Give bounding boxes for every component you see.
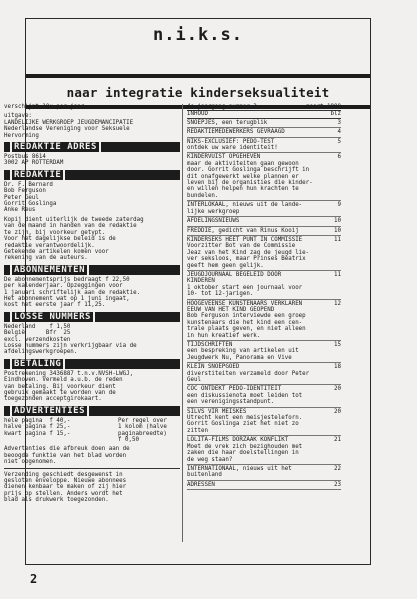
toc-entry (187, 153, 341, 201)
section-heading-advertenties: ADVERTENTIES (4, 406, 180, 416)
toc-entry-description: leven bij de organisties die kinder- (187, 180, 313, 187)
toc-entry-page: 10 (334, 218, 341, 225)
toc-entry (187, 128, 341, 137)
toc-entry-description: kunstenaars die het kind een cen- (187, 319, 303, 326)
subscription-text (4, 277, 180, 309)
text-line: excl. verzendkosten (4, 336, 71, 343)
contents-label: INHOUD (187, 111, 208, 118)
text-line: van de maand in handen van de redaktie (4, 223, 137, 230)
section-heading-redaktie-adres: REDAKTIE ADRES (4, 142, 180, 152)
toc-entry-description: maar de aktiviteiten gaan gewoon (187, 160, 299, 167)
section-heading-betaling: BETALING (4, 359, 180, 369)
toc-entry (187, 300, 341, 341)
toc-entry-title: AFDELINGSNIEUWS (187, 218, 240, 225)
toc-entry-description: trale plaats geven, en niet alleen (187, 326, 306, 333)
text-line: LANDELIJKE WERKGROEP JEUGDEMANCIPATIE (4, 119, 134, 126)
text-line: Bob Ferguson (4, 188, 46, 195)
text-line: Eindhoven. Vermeld a.u.b. de reden (4, 377, 123, 384)
toc-entry-description: Geul (187, 377, 201, 384)
toc-entry-description: 1 oktober start een journaal voor (187, 284, 303, 291)
toc-entry (187, 385, 341, 407)
toc-entry-page: 20 (334, 408, 341, 415)
toc-entry-description: zaken die haar doelstellingen in (187, 450, 299, 457)
toc-entry-title: REDAKTIEMEDEWERKERS GEVRAAGD (187, 129, 285, 136)
toc-entry-title: KLEIN SNOEPGOED (187, 364, 240, 371)
text-line: prijs op stellen. Anders wordt het (4, 490, 123, 497)
text-line: te zijn, bij voorkeur getypt. (4, 229, 106, 236)
text-line: redaktie verantwoordelijk. (4, 242, 95, 249)
issue-date: maart 1980 (306, 104, 341, 110)
magazine-subtitle: naar integratie kinderseksualiteit (66, 85, 330, 100)
rule-top (26, 74, 370, 78)
toc-entry-page: 20 (334, 386, 341, 393)
payment-text (4, 371, 180, 403)
toc-entry (187, 408, 341, 437)
ad-size: kwart pagina f 15,- (4, 430, 71, 437)
shipping-note (4, 472, 180, 504)
section-heading-abonnementen: ABONNEMENTEN (4, 265, 180, 275)
toc-entry-page: 18 (334, 364, 341, 371)
toc-entry-description: Jeaz van het Kind zag de jeugd lie- (187, 249, 310, 256)
toc-entry-page: 5 (337, 138, 341, 145)
text-line: kost het eerste jaar f 11,25. (4, 302, 106, 309)
ads-note (4, 446, 180, 468)
text-line: Advertenties die afbreuk doen aan de (4, 446, 130, 453)
text-line: Getekende artikelen komen voor (4, 248, 109, 255)
toc-entry (187, 436, 341, 465)
toc-entry-description: door. Gorrit Goslinga beschrijft in (187, 167, 310, 174)
ad-size: halve pagina f 25,- (4, 424, 71, 431)
text-line: van betaling. Bij voorkeur dient (4, 383, 116, 390)
ad-line-rate: paginabreedte) (118, 430, 167, 437)
toc-entry-page: 11 (334, 236, 341, 243)
column-divider (182, 104, 183, 542)
text-line: Verzending geschiedt desgewenst in (4, 471, 123, 478)
section-heading-losse-nummers: LOSSE NUMMERS (4, 312, 180, 322)
text-line: België Bfr 25 (4, 330, 71, 337)
toc-entry-title: COC ONTDEKT PEDO-IDENTITEIT (187, 386, 282, 393)
toc-entry-page: 11 (334, 271, 341, 278)
toc-entry-title: JEUGDJOURNAAL BEGELEID DOOR (187, 271, 282, 278)
text-line: toegezonden acceptgirokaart. (4, 396, 102, 403)
toc-entry (187, 271, 341, 300)
toc-entry-description: KINDEREN (187, 278, 215, 285)
text-line: afdelingswerkgroepen. (4, 349, 78, 356)
toc-entry-description: diverstiteiten verzameld door Peter (187, 370, 310, 377)
publisher-block (4, 113, 180, 139)
toc-entry-title: HOOGEVEENSE KUNSTENAARS VERKLAREN (187, 300, 303, 307)
toc-entry-page: 12 (334, 300, 341, 307)
text-line: uitgave: (4, 113, 32, 120)
toc-entry-description: een diskussienota moet leiden tot (187, 392, 303, 399)
toc-entry-description: Jeugdwerk Nu, Panorama en Vive (187, 354, 292, 361)
toc-entry-page: 4 (337, 129, 341, 136)
toc-entry (187, 227, 341, 236)
text-line: Postbus 8614 (4, 154, 46, 161)
toc-entry-title: INTERLOKAAL, nieuws uit de lande- (187, 202, 303, 209)
text-line: Gorrit Goslinga (4, 201, 57, 208)
toc-entry-description: bundelen. (187, 192, 219, 199)
toc-entry-description: zitten (187, 427, 208, 434)
text-line: dienen kenbaar te maken of zij hier (4, 484, 127, 491)
toc-entry-title: SILVS VIR MEISKES (187, 408, 247, 415)
toc-entry (187, 481, 341, 490)
text-line: niet opgenomen. (4, 459, 57, 466)
text-line: rekening van de auteurs. (4, 255, 88, 262)
page-column-label: blz (330, 111, 341, 118)
toc-entry-page: 15 (334, 342, 341, 348)
toc-entry-description: geeft hem geen gelijk. (187, 262, 264, 269)
contents-header (187, 111, 341, 118)
toc-entry-page: 10 (334, 227, 341, 234)
toc-entry (187, 119, 341, 128)
toc-entry (187, 363, 341, 385)
toc-entry-description: ver seksloos, maar Prinses Beatrix (187, 256, 306, 263)
toc-entry (187, 138, 341, 154)
text-line: gesloten enveloppe. Nieuwe abonnees (4, 478, 127, 485)
toc-entry-page: 3 (337, 119, 341, 126)
ad-line-rate: 1 kolom (halve (118, 424, 167, 431)
toc-entry (187, 201, 341, 217)
toc-entry-description: Bob Ferguson interviewde een groep (187, 313, 306, 320)
toc-entry-page: 23 (334, 481, 341, 488)
ad-rates (4, 418, 180, 444)
colophon-column (4, 104, 180, 507)
text-line: Anke Reus (4, 207, 36, 214)
toc-entry-description: 10- tot 12-jarigen. (187, 291, 254, 298)
text-line: Peter Geul (4, 194, 39, 201)
text-line: Losse nummers zijn verkrijgbaar via de (4, 342, 137, 349)
toc-entry-description: een bespreking van artikelen uit (187, 348, 299, 355)
toc-entry-description: Voorzitter Bot van de Commissie (187, 243, 296, 250)
text-line: Nederlandse Vereniging voor Seksuele (4, 126, 130, 133)
toc-entry-title: INTERNATIONAAL, nieuws uit het (187, 465, 292, 472)
text-line: beoogde funktie van het blad worden (4, 452, 127, 459)
contents-column (187, 104, 341, 490)
ad-line-rate: f 0,50 (118, 437, 139, 444)
toc-entry-page: 22 (334, 465, 341, 472)
text-line: Voor het dagelijkse beleid is de (4, 236, 116, 243)
table-of-contents (187, 119, 341, 490)
toc-entry-description: Gorrit Goslinga ziet het niet zo (187, 421, 299, 428)
frequency-note: verschijnt 10x per jaar (4, 104, 85, 110)
toc-entry-description: ontdek uw ware identiteit! (187, 145, 278, 152)
text-line: Kopij dient uiterlijk de tweede zaterdag (4, 216, 144, 223)
ad-size: hele pagina f 40,- (4, 417, 71, 424)
text-line: gebruik gemaakt te worden van de (4, 390, 116, 396)
ad-rate-row (4, 437, 180, 443)
single-issues-text (4, 324, 180, 356)
toc-entry-title: SNOEPJES, een terugblik (187, 119, 268, 126)
editors-list (4, 182, 180, 214)
toc-entry-title: ADRESSEN (187, 481, 215, 488)
toc-entry (187, 465, 341, 481)
toc-entry-title: KINDERSEKS HEET PUNT IN COMMISSIE (187, 236, 303, 243)
toc-entry-title: LOLITA-FILMS DORZAAK KONFLIKT (187, 437, 289, 444)
text-line: 3002 AP ROTTERDAM (4, 160, 64, 167)
toc-entry-description: dit onafgewerkt welke plannen er (187, 173, 299, 180)
toc-entry-page: 6 (337, 154, 341, 161)
toc-entry (187, 217, 341, 226)
toc-entry-description: EEUW VAN HET KIND GEOPEND (187, 306, 275, 313)
toc-entry-description: Utrecht kent een meisjesteleforn. (187, 415, 303, 422)
toc-entry-description: buitenland (187, 472, 222, 479)
toc-entry-description: lijke werkgroep (187, 208, 240, 215)
toc-entry-page: 21 (334, 437, 341, 444)
text-line: per kalenderjaar. Opzeggingen voor (4, 283, 123, 290)
toc-entry-title: NIKS-EXCLUSIEF: PEDO-TEST (187, 138, 275, 145)
editorial-note (4, 217, 180, 262)
text-line: Nederland f 1,50 (4, 323, 71, 330)
volume-number: 4e jaargang nummer 3 (187, 104, 257, 110)
toc-entry-title: TIJDSCHRIFTEN (187, 342, 233, 348)
toc-entry-title: FREDDIE, gedicht van Rinus Kooij (187, 227, 299, 234)
toc-entry-description: een verenigingsstandpunt. (187, 399, 275, 406)
section-heading-redaktie: REDAKTIE (4, 170, 180, 180)
magazine-title: n.i.k.s. (153, 25, 243, 45)
toc-entry-title: KINDERVUIST OPGEHEVEN (187, 154, 261, 161)
toc-entry (187, 236, 341, 271)
editorial-address (4, 154, 180, 167)
ad-line-rate: Per regel over (118, 417, 167, 424)
toc-entry-description: Moet de vrek zich bezighouden met (187, 443, 303, 450)
page-number: 2 (30, 572, 38, 586)
toc-entry-page: 9 (337, 202, 341, 209)
issue-info (187, 104, 341, 111)
text-line: De abonnementsprijs bedraagt f 22,50 (4, 276, 130, 283)
toc-entry (187, 341, 341, 363)
toc-entry-description: en willen helpen hun krachten te (187, 186, 299, 193)
toc-entry-description: de weg staan? (187, 456, 233, 463)
text-line: Dr. F. Bernard (4, 181, 53, 188)
toc-entry-description: in hun kreatief werk. (187, 332, 261, 339)
text-line: 1 januari schriftelijk aan de redaktie. (4, 289, 141, 296)
text-line: Het abonnement wat op 1 juni ingaat, (4, 295, 130, 302)
text-line: Hervorming (4, 132, 39, 139)
text-line: blad als drukwerk toegezonden. (4, 497, 109, 504)
text-line: Postrekening 3436887 t.n.v.NVSH-LWGJ, (4, 370, 134, 377)
